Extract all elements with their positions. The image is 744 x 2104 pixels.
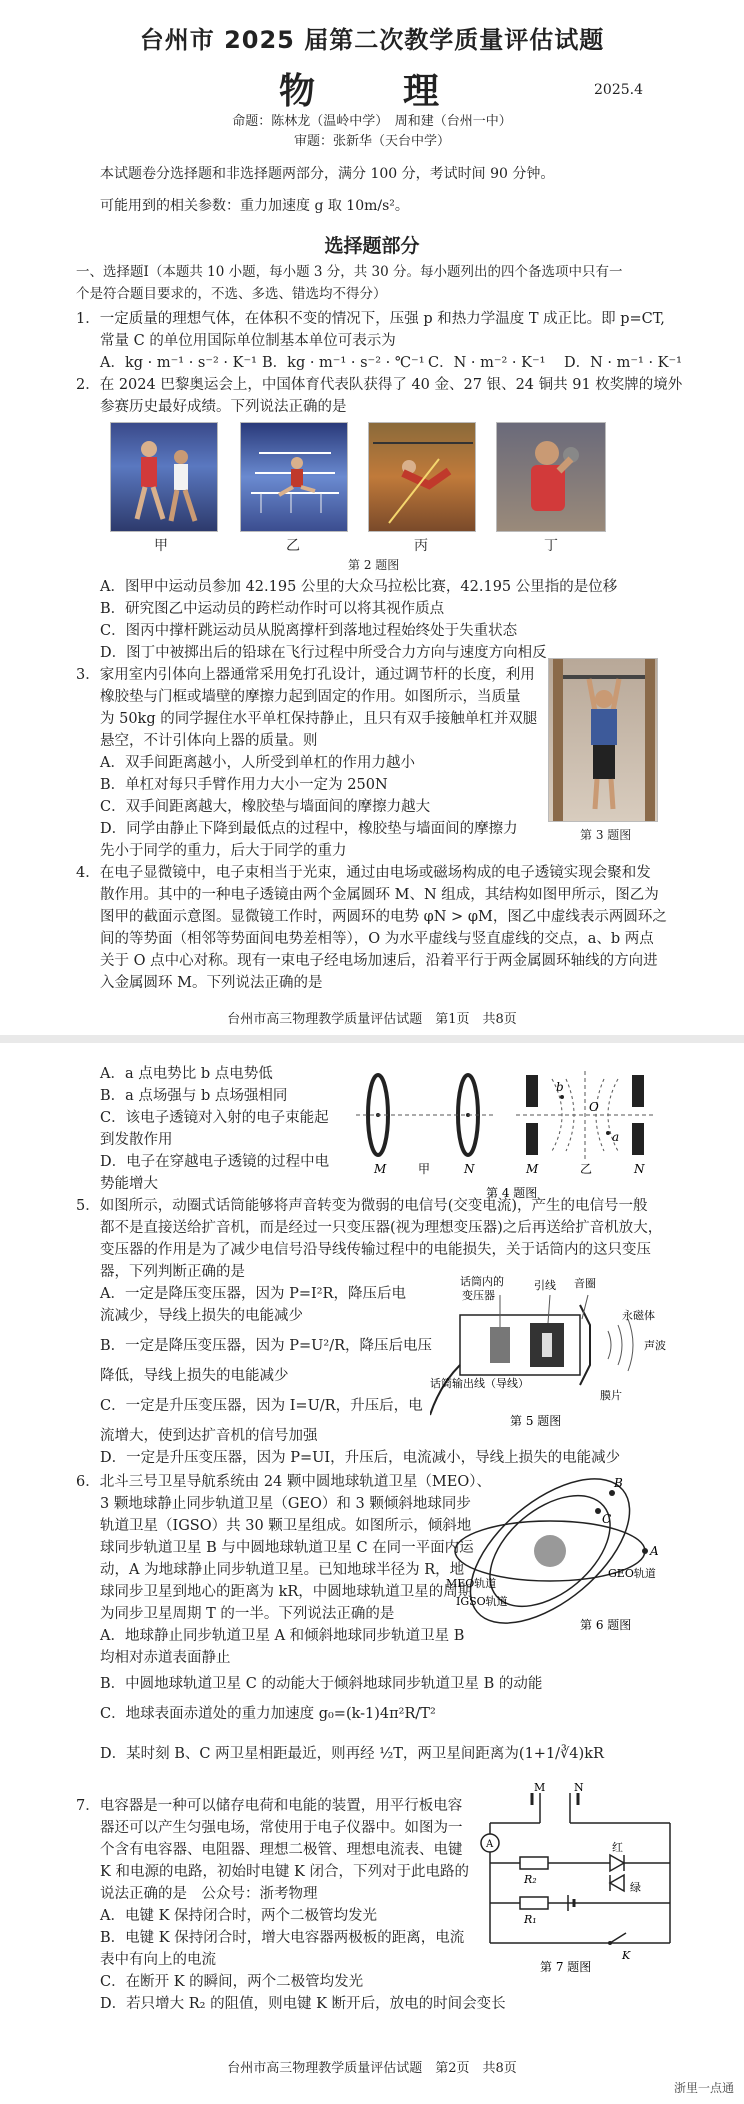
q2-photo-jia <box>110 422 218 532</box>
q4-option-d-1[interactable]: D．电子在穿越电子透镜的过程中电 <box>100 1154 330 1170</box>
q7-caption: 第 7 题图 <box>540 1960 592 1973</box>
q6-caption: 第 6 题图 <box>580 1618 632 1632</box>
q2-photo-bing <box>368 422 476 532</box>
section-title: 选择题部分 <box>324 235 420 257</box>
q7-stem-4: K 和电源的电路，初始时电键 K 闭合，下列对于此电路的 <box>100 1864 469 1880</box>
q2-label-ding: 丁 <box>544 538 558 554</box>
q5-option-b-1[interactable]: B．一定是降压变压器，因为 P=U²/R，降压后电压 <box>100 1338 433 1354</box>
q7-stem-1: 7．电容器是一种可以储存电荷和电能的装置，用平行板电容 <box>76 1798 463 1814</box>
subject-title: 物 理 <box>278 70 465 112</box>
fig6-label-geo: GEO轨道 <box>608 1567 656 1580</box>
q3-stem-1: 3．家用室内引体向上器通常采用免打孔设计，通过调节杆的长度，利用 <box>76 667 535 683</box>
q7-figure <box>470 1783 690 1973</box>
fig7-label-a: A <box>486 1839 494 1850</box>
fig4-label-m2: M <box>526 1162 539 1176</box>
q3-option-d-2: 先小于同学的重力，后大于同学的重力 <box>100 843 347 859</box>
exam-page-1 <box>0 0 744 1035</box>
fig7-label-green: 绿 <box>630 1881 641 1894</box>
q4-option-b[interactable]: B．a 点场强与 b 点场强相同 <box>100 1088 288 1104</box>
fig7-label-red: 红 <box>612 1841 623 1854</box>
runner-figure <box>111 423 218 532</box>
q3-option-c[interactable]: C．双手间距离越大，橡胶垫与墙面间的摩擦力越大 <box>100 799 431 815</box>
shot-put-figure <box>497 423 606 532</box>
q1-option-d[interactable]: D．N · m⁻¹ · K⁻¹ <box>564 355 682 371</box>
q6-figure <box>440 1471 670 1641</box>
q6-option-a-2: 均相对赤道表面静止 <box>100 1650 231 1666</box>
q5-option-c-2: 流增大，使到达扩音机的信号加强 <box>100 1428 318 1444</box>
q4-stem-6: 入金属圆环 M。下列说法正确的是 <box>100 975 323 991</box>
q7-stem-3: 个含有电容器、电阻器、理想二极管、理想电流表、电键 <box>100 1842 463 1858</box>
q5-option-b-2: 降低，导线上损失的电能减少 <box>100 1368 289 1384</box>
capacitor <box>532 1793 578 1805</box>
q3-caption: 第 3 题图 <box>580 828 632 842</box>
q4-option-c-1[interactable]: C．该电子透镜对入射的电子束能起 <box>100 1110 329 1126</box>
diode-green <box>610 1875 624 1891</box>
q3-stem-2: 橡胶垫与门框或墙壁的摩擦力起到固定的作用。如图所示，当质量 <box>100 689 521 705</box>
q2-label-bing: 丙 <box>414 538 428 554</box>
fig6-label-a: A <box>650 1544 659 1558</box>
part1-instructions-2: 个是符合题目要求的，不选、多选、错选均不得分） <box>76 286 387 302</box>
pullup-figure <box>549 659 658 822</box>
fig7-label-m: M <box>534 1783 546 1794</box>
q5-option-a-2: 流减少，导线上损失的电能减少 <box>100 1308 303 1324</box>
q7-option-b-2: 表中有向上的电流 <box>100 1952 216 1968</box>
fig4-label-yi: 乙 <box>580 1162 593 1176</box>
fig5-label-coil: 音圈 <box>574 1277 596 1290</box>
diode-red <box>610 1855 624 1871</box>
q6-option-d[interactable]: D．某时刻 B、C 两卫星相距最近，则再经 ½T，两卫星间距离为(1+1/∛4)kR <box>100 1746 604 1762</box>
q5-stem-3: 变压器的作用是为了减少电信号沿导线传输过程中的电能损失，关于话筒内的这只变压 <box>100 1242 651 1258</box>
fig7-label-r2: R₂ <box>524 1873 537 1886</box>
authors-line: 命题：陈林龙（温岭中学） 周和建（台州一中） <box>232 114 512 129</box>
q6-stem-6: 球同步卫星到地心的距离为 kR，中圆地球轨道卫星的周期 <box>100 1584 473 1600</box>
q7-stem-5: 说法正确的是 公众号：浙考物理 <box>100 1886 318 1902</box>
page-2-footer: 台州市高三物理教学质量评估试题 第2页 共8页 <box>227 2061 517 2076</box>
q4-stem-5: 关于 O 点中心对称。现有一束电子经电场加速后，沿着平行于两金属圆环轴线的方向进 <box>100 953 658 969</box>
intro-line-1: 本试题卷分选择题和非选择题两部分，满分 100 分，考试时间 90 分钟。 <box>100 166 555 182</box>
fig5-label-magnet: 永磁体 <box>622 1309 655 1322</box>
fig4-label-jia: 甲 <box>418 1162 431 1176</box>
exam-title: 台州市 2025 届第二次教学质量评估试题 <box>139 26 605 54</box>
fig6-label-c: C <box>602 1512 612 1526</box>
q1-stem-2: 常量 C 的单位用国际单位制基本单位可表示为 <box>100 333 396 349</box>
fig4-label-m1: M <box>374 1162 387 1176</box>
q4-stem-4: 间的等势面（相邻等势面间电势差相等），O 为水平虚线与竖直虚线的交点，a、b 两点 <box>100 931 654 947</box>
q6-stem-1: 6．北斗三号卫星导航系统由 24 颗中圆地球轨道卫星（MEO）、 <box>76 1474 491 1490</box>
q3-stem-3: 为 50kg 的同学握住水平单杠保持静止，且只有双手接触单杠并双腿 <box>100 711 538 727</box>
q6-option-a-1[interactable]: A．地球静止同步轨道卫星 A 和倾斜地球同步轨道卫星 B <box>100 1628 465 1644</box>
q7-option-c[interactable]: C．在断开 K 的瞬间，两个二极管均发光 <box>100 1974 364 1990</box>
q1-option-a[interactable]: A．kg · m⁻¹ · s⁻² · K⁻¹ <box>100 355 257 371</box>
fig4-label-a: a <box>612 1130 620 1144</box>
q5-figure <box>430 1275 700 1443</box>
fig5-label-transformer: 变压器 <box>462 1289 495 1302</box>
q5-caption: 第 5 题图 <box>510 1414 562 1428</box>
page-1-footer: 台州市高三物理教学质量评估试题 第1页 共8页 <box>227 1012 517 1027</box>
q6-stem-7: 为同步卫星周期 T 的一半。下列说法正确的是 <box>100 1606 395 1622</box>
q7-option-a[interactable]: A．电键 K 保持闭合时，两个二极管均发光 <box>100 1908 378 1924</box>
q6-option-b[interactable]: B．中圆地球轨道卫星 C 的动能大于倾斜地球同步轨道卫星 B 的动能 <box>100 1676 543 1692</box>
q2-option-c[interactable]: C．图丙中撑杆跳运动员从脱离撑杆到落地过程始终处于失重状态 <box>100 623 518 639</box>
fig5-label-lead: 引线 <box>534 1279 556 1292</box>
transformer-core <box>490 1327 510 1363</box>
q2-stem-2: 参赛历史最好成绩。下列说法正确的是 <box>100 399 347 415</box>
diaphragm <box>580 1305 590 1385</box>
sound-waves <box>608 1319 633 1371</box>
exam-page-2 <box>0 1043 744 2104</box>
q7-option-b-1[interactable]: B．电键 K 保持闭合时，增大电容器两极板的距离，电流 <box>100 1930 465 1946</box>
q6-stem-5: 动，A 为地球静止同步轨道卫星。已知地球半径为 R，地 <box>100 1562 465 1578</box>
q6-option-c[interactable]: C．地球表面赤道处的重力加速度 g₀=(k-1)4π²R/T² <box>100 1706 436 1722</box>
fig6-label-igso: IGSO轨道 <box>456 1595 508 1608</box>
q4-figure <box>356 1057 666 1207</box>
q6-stem-4: 球同步轨道卫星 B 与中圆地球轨道卫星 C 在同一平面内运 <box>100 1540 474 1556</box>
permanent-magnet <box>530 1323 564 1367</box>
fig6-label-b: B <box>614 1476 623 1490</box>
intro-line-2: 可能用到的相关参数：重力加速度 g 取 10m/s²。 <box>100 198 409 214</box>
fig5-label-membrane: 膜片 <box>600 1389 622 1402</box>
reviewer-line: 审题：张新华（天台中学） <box>293 134 450 149</box>
fig5-label-sound: 声波 <box>644 1339 666 1352</box>
q7-option-d[interactable]: D．若只增大 R₂ 的阻值，则电键 K 断开后，放电的时间会变长 <box>100 1996 506 2012</box>
fig4-label-n2: N <box>634 1162 645 1176</box>
q2-option-a[interactable]: A．图甲中运动员参加 42.195 公里的大众马拉松比赛，42.195 公里指的是位移 <box>100 579 618 595</box>
q2-option-b[interactable]: B．研究图乙中运动员的跨栏动作时可以将其视作质点 <box>100 601 445 617</box>
q4-stem-2: 散作用。其中的一种电子透镜由两个金属圆环 M、N 组成，其结构如图甲所示，图乙为 <box>100 887 659 903</box>
q5-option-d[interactable]: D．一定是升压变压器，因为 P=UI，升压后，电流减小，导线上损失的电能减少 <box>100 1450 621 1466</box>
q5-stem-2: 都不是直接送给扩音机，而是经过一只变压器(视为理想变压器)之后再送给扩音机放大， <box>100 1220 663 1236</box>
q5-stem-1: 5．如图所示，动圈式话筒能够将声音转变为微弱的电信号(交变电流)，产生的电信号一般 <box>76 1198 648 1214</box>
fig5-label-output: 话筒输出线（导线） <box>430 1377 529 1390</box>
q6-stem-2: 3 颗地球静止同步轨道卫星（GEO）和 3 颗倾斜地球同步 <box>100 1496 471 1512</box>
fig7-label-r1: R₁ <box>524 1913 537 1926</box>
watermark: 浙里一点通 <box>673 2081 734 2095</box>
fig5-label-inner: 话筒内的 <box>460 1275 504 1288</box>
q6-stem-3: 轨道卫星（IGSO）共 30 颗卫星组成。如图所示，倾斜地 <box>100 1518 472 1534</box>
q5-stem-4: 器，下列判断正确的是 <box>100 1264 245 1280</box>
q4-option-d-2: 势能增大 <box>100 1176 158 1192</box>
q4-stem-3: 图甲的截面示意图。显微镜工作时，两圆环的电势 φN > φM，图乙中虚线表示两圆环之 <box>100 909 667 925</box>
resistor-r1 <box>520 1897 548 1909</box>
q3-photo <box>548 658 658 822</box>
hurdles-figure <box>241 423 348 532</box>
q4-caption: 第 4 题图 <box>486 1186 538 1200</box>
q2-stem-1: 2．在 2024 巴黎奥运会上，中国体育代表队获得了 40 金、27 银、24 铜共 91 枚奖牌的境外 <box>76 377 683 393</box>
q1-option-b[interactable]: B．kg · m⁻¹ · s⁻² · ℃⁻¹ <box>262 355 425 371</box>
q4-option-c-2: 到发散作用 <box>100 1132 173 1148</box>
q2-option-d[interactable]: D．图丁中被掷出后的铅球在飞行过程中所受合力方向与速度方向相反 <box>100 645 547 661</box>
q4-stem-1: 4．在电子显微镜中，电子束相当于光束，通过由电场或磁场构成的电子透镜实现会聚和发 <box>76 865 651 881</box>
q2-label-yi: 乙 <box>286 538 300 554</box>
page-separator <box>0 1035 744 1043</box>
q2-photo-ding <box>496 422 606 532</box>
q2-photo-yi <box>240 422 348 532</box>
q2-label-jia: 甲 <box>154 538 168 554</box>
circuit-wires <box>490 1793 670 1943</box>
q7-stem-2: 器还可以产生匀强电场，常使用于电子仪器中。如图为一 <box>100 1820 463 1836</box>
fig4-label-o: O <box>589 1100 599 1114</box>
exam-date: 2025.4 <box>594 82 643 98</box>
part1-instructions-1: 一、选择题Ⅰ（本题共 10 小题，每小题 3 分，共 30 分。每小题列出的四个备选项中只有一 <box>76 264 623 280</box>
q2-caption: 第 2 题图 <box>348 558 400 572</box>
q3-option-d-1[interactable]: D．同学由静止下降到最低点的过程中，橡胶垫与墙面间的摩擦力 <box>100 821 518 837</box>
q3-stem-4: 悬空，不计引体向上器的质量。则 <box>100 733 318 749</box>
fig7-label-k: K <box>622 1949 631 1962</box>
fig6-label-meo: MEO轨道 <box>446 1577 497 1590</box>
earth <box>534 1535 566 1567</box>
fig7-label-n: N <box>574 1783 584 1794</box>
q1-option-c[interactable]: C．N · m⁻² · K⁻¹ <box>428 355 546 371</box>
q5-option-c-1[interactable]: C．一定是升压变压器，因为 I=U/R，升压后，电 <box>100 1398 423 1414</box>
pole-vault-figure <box>369 423 476 532</box>
fig4-label-n1: N <box>464 1162 475 1176</box>
q1-stem-1: 1．一定质量的理想气体，在体积不变的情况下，压强 p 和热力学温度 T 成正比。即 p=CT, <box>76 311 665 327</box>
q3-option-a[interactable]: A．双手间距离越小，人所受到单杠的作用力越小 <box>100 755 415 771</box>
resistor-r2 <box>520 1857 548 1869</box>
fig4-label-b: b <box>556 1080 564 1094</box>
q5-option-a-1[interactable]: A．一定是降压变压器，因为 P=I²R，降压后电 <box>100 1286 406 1302</box>
q3-option-b[interactable]: B．单杠对每只手臂作用力大小一定为 250N <box>100 777 388 793</box>
q4-option-a[interactable]: A．a 点电势比 b 点电势低 <box>100 1066 273 1082</box>
